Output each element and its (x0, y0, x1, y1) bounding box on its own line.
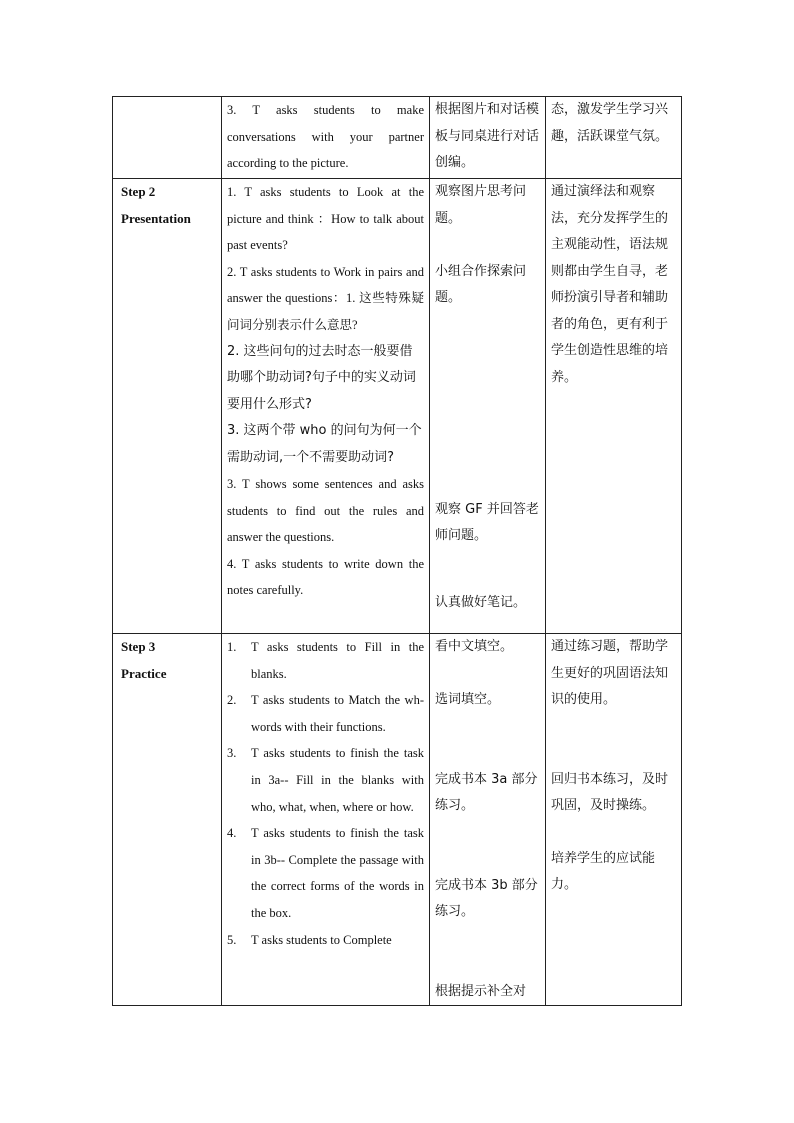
purpose-cell (546, 97, 682, 179)
student-activity-text: 选词填空。 (435, 692, 501, 707)
procedure-item: 1. T asks students to Look at the picture and think ：How to talk about past events? (227, 185, 424, 253)
purpose-cell (546, 634, 682, 1006)
purpose-text: 态，激发学生学习兴趣，活跃课堂气氛。 (551, 102, 669, 144)
student-activity-text: 认真做好笔记。 (435, 594, 527, 610)
student-activity-text: 根据提示补全对 (435, 983, 527, 999)
procedure-item: 3. T asks students to finish the task in 3a-- Fill in the blanks with who, what, when, where or how. (227, 746, 424, 814)
procedure-cell (222, 634, 430, 1006)
table-row (113, 179, 682, 634)
step-name: Practice (121, 665, 167, 681)
purpose-text: 回归书本练习，及时巩固，及时操练。 (551, 771, 669, 813)
student-activity-text: 根据图片和对话模板与同桌进行对话创编。 (435, 102, 540, 170)
student-activity-text: 观察 GF 并回答老师问题。 (435, 501, 539, 543)
procedure-item: 5. T asks students to Complete (227, 932, 392, 947)
student-activity-cell (430, 179, 546, 634)
purpose-text: 通过演绎法和观察法，充分发挥学生的主观能动性，语法规则都由学生自寻，老师扮演引导者和辅助者的角色，更有利于学生创造性思维的培养。 (551, 184, 669, 385)
step-cell (113, 97, 222, 179)
purpose-cell (546, 179, 682, 634)
procedure-item: 2. T asks students to Work in pairs and answer the questions：1. 这些特殊疑问词分别表示什么意思? (227, 264, 424, 332)
step-cell (113, 179, 222, 634)
student-activity-cell (430, 97, 546, 179)
table-row (113, 634, 682, 1006)
student-activity-text: 小组合作探索问题。 (435, 263, 527, 305)
table-row (113, 97, 682, 179)
step-number: Step 3 (121, 639, 156, 654)
step-cell (113, 634, 222, 1006)
procedure-item: 3. T shows some sentences and asks students to find out the rules and answer the questions. (227, 477, 424, 545)
procedure-text: 3. T asks students to make conversations with your partner according to the picture. (227, 103, 424, 171)
step-name: Presentation (121, 210, 191, 226)
student-activity-text: 完成书本 3b 部分练习。 (435, 877, 538, 919)
step-number: Step 2 (121, 184, 156, 199)
student-activity-cell (430, 634, 546, 1006)
purpose-text: 培养学生的应试能力。 (551, 850, 656, 892)
student-activity-text: 观察图片思考问题。 (435, 184, 527, 226)
purpose-text: 通过练习题，帮助学生更好的巩固语法知识的使用。 (551, 639, 669, 707)
procedure-item: 2. T asks students to Match the wh-words with their functions. (227, 693, 424, 734)
procedure-item: 3. 这两个带 who 的问句为何一个需助动词,一个不需要助动词? (227, 423, 422, 465)
procedure-item: 1. T asks students to Fill in the blanks. (227, 640, 424, 681)
procedure-item: 4. T asks students to write down the notes carefully. (227, 556, 424, 598)
procedure-item: 2. 这些问句的过去时态一般要借助哪个助动词?句子中的实义动词要用什么形式? (227, 343, 416, 412)
procedure-cell (222, 179, 430, 634)
student-activity-text: 完成书本 3a 部分练习。 (435, 771, 538, 813)
procedure-item: 4. T asks students to finish the task in 3b-- Complete the passage with the correct forms of the words in the box. (227, 826, 424, 920)
procedure-cell (222, 97, 430, 179)
lesson-plan-table (112, 96, 682, 1006)
student-activity-text: 看中文填空。 (435, 639, 514, 654)
